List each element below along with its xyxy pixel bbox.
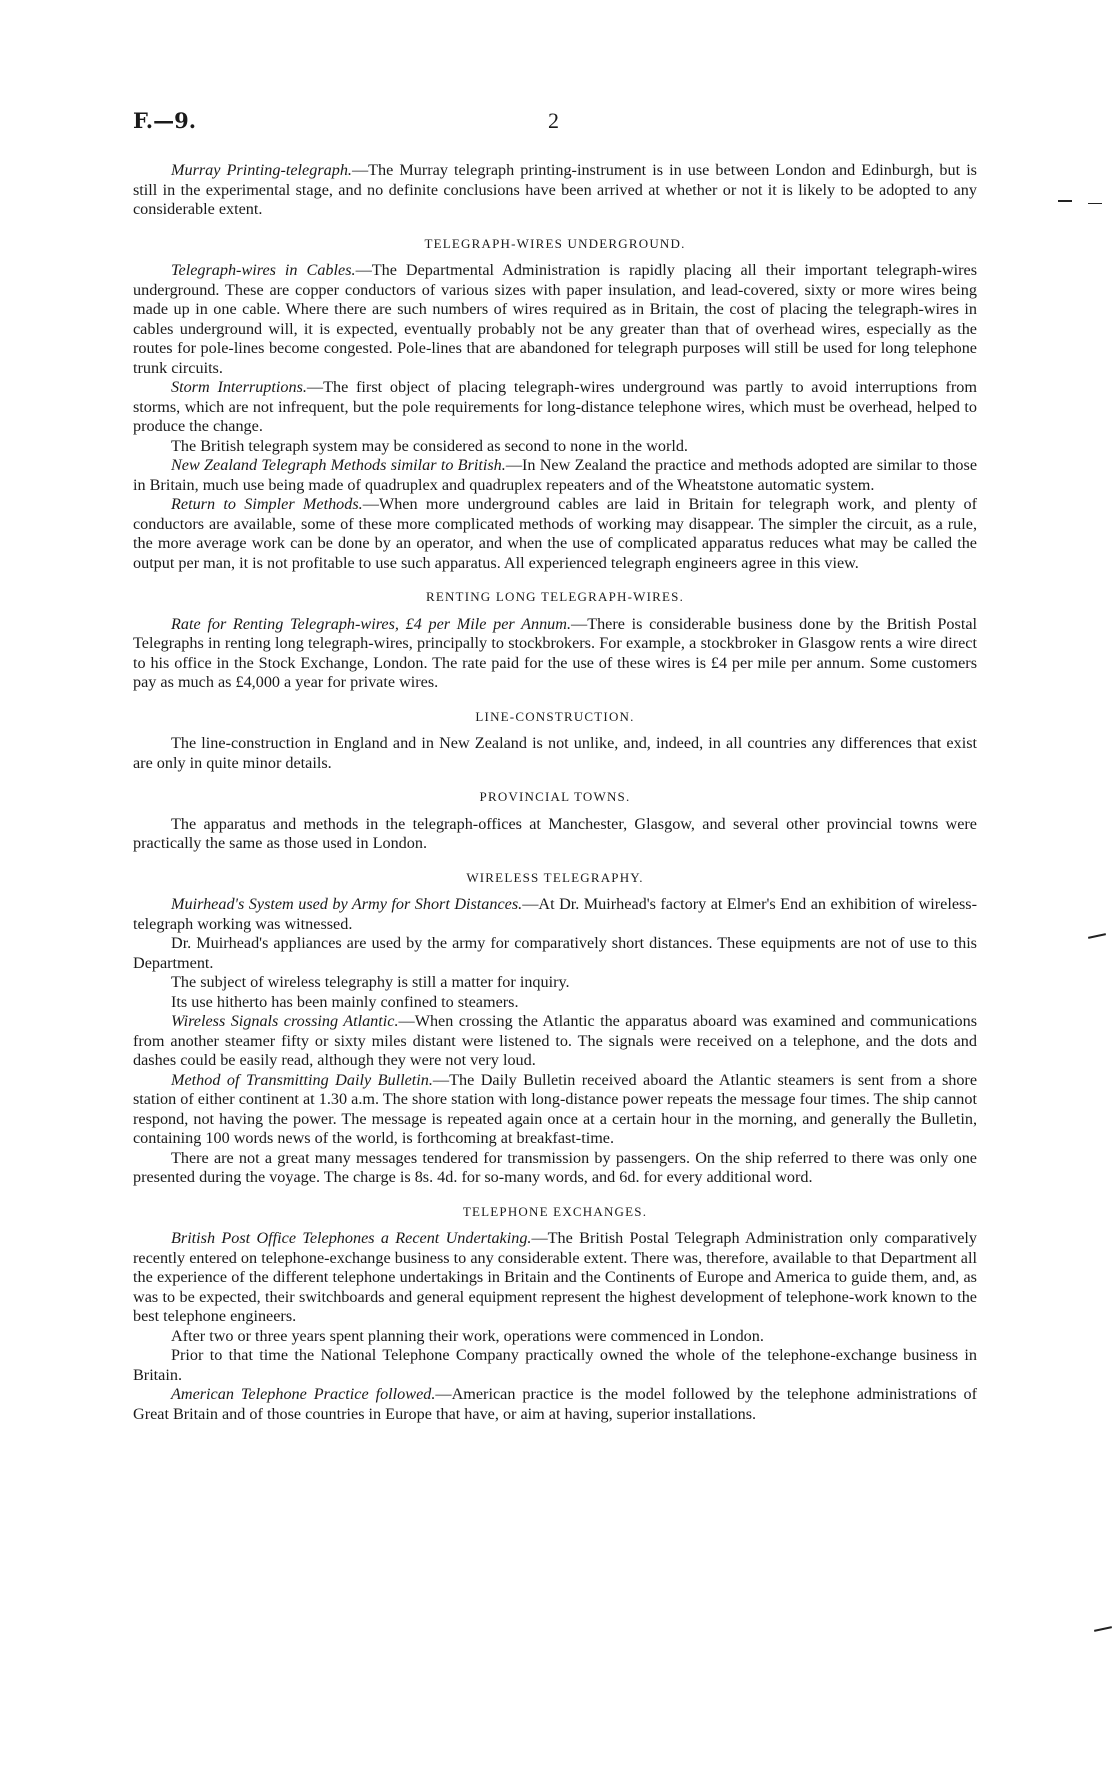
paragraph [133,1229,977,1327]
paragraph [133,456,977,495]
paragraph-lead: Storm Interruptions. [171,378,307,396]
paragraph-lead: Return to Simpler Methods. [171,495,363,513]
paragraph-text: The British telegraph system may be considered as second to none in the world. [171,436,688,455]
paragraph-text: The apparatus and methods in the telegraph-offices at Manchester, Glasgow, and several other provincial towns were practically the same as those used in London. [133,814,977,852]
paragraph-text: —In New Zealand the practice and methods adopted are similar to those in Britain, much use being made of quadruplex and quadruplex repeaters and of the Wheatstone automatic system. [133,456,977,494]
paragraph [133,1149,977,1188]
section-heading: TELEPHONE EXCHANGES. [462,1203,648,1219]
paragraph [133,934,977,973]
section-heading: WIRELESS TELEGRAPHY. [466,869,644,885]
margin-mark [1088,933,1106,939]
paragraph-lead: British Post Office Telephones a Recent Undertaking. [171,1229,532,1247]
margin-mark [1088,203,1102,204]
paragraph-text: Its use hitherto has been mainly confined to steamers. [171,992,519,1011]
paragraph [133,1346,977,1385]
paragraph [133,734,977,773]
section-heading: TELEGRAPH-WIRES UNDERGROUND. [424,235,686,251]
document-code: F.—9. [133,108,197,133]
paragraph-lead: Telegraph-wires in Cables. [171,261,356,279]
paragraph-text: —The first object of placing telegraph-wires underground was partly to avoid interruptions from storms, which are not infrequent, but the pole requirements for long-distance telephone wires, which must be overhead, helped to produce the change. [133,378,977,435]
paragraph-text: —The Daily Bulletin received aboard the Atlantic steamers is sent from a shore station of either continent at 1.30 a.m. The shore station with long-distance power repeats the message four times. The ship cannot respond, not having the power. The message is repeated again once at a certain hour in the morning, and generally the Bulletin, containing 100 words news of the world, is forthcoming at breakfast-time. [133,1070,978,1147]
paragraph-text: The line-construction in England and in New Zealand is not unlike, and, indeed, in all countries any differences that exist are only in quite minor details. [133,734,977,772]
paragraph [133,615,977,693]
paragraph-text: —There is considerable business done by the British Postal Telegraphs in renting long telegraph-wires, principally to stockbrokers. For example, a stockbroker in Glasgow rents a wire direct to his office in the Stock Exchange, London. The rate paid for the use of these wires is £4 per mile per annum. Some customers pay as much as £4,000 a year for private wires. [133,614,977,691]
paragraph [133,261,977,378]
paragraph-lead: Wireless Signals crossing Atlantic. [171,1012,399,1030]
paragraph-text: —At Dr. Muirhead's factory at Elmer's End an exhibition of wireless-telegraph working was witnessed. [133,895,977,933]
paragraph [133,161,977,220]
margin-mark [1094,1626,1112,1632]
paragraph [133,815,977,854]
paragraph-lead: Muirhead's System used by Army for Short Distances. [171,895,523,913]
paragraph [133,378,977,437]
paragraph [133,1385,977,1424]
paragraph-text: There are not a great many messages tendered for transmission by passengers. On the ship referred to there was only one presented during the voyage. The charge is 8s. 4d. for so-many words, and 6d. for every additional word. [133,1148,977,1186]
section-heading: PROVINCIAL TOWNS. [479,789,631,804]
paragraph-text: —When more underground cables are laid in Britain for telegraph work, and plenty of conductors are available, some of these more complicated methods of working may disappear. The simpler the circuit, as a rule, the more average work can be done by an operator, and when the use of complicated apparatus reduces what may be called the output per man, it is not profitable to use such apparatus. All experienced telegraph engineers agree in this view. [133,495,977,572]
paragraph [133,973,977,993]
paragraph-text: —American practice is the model followed by the telephone administrations of Great Britain and of those countries in Europe that have, or aim at having, superior installations. [133,1385,978,1423]
section-heading: LINE-CONSTRUCTION. [475,708,635,724]
paragraph [133,437,977,457]
paragraph-text: —The Murray telegraph printing-instrument is in use between London and Edinburgh, but is still in the experimental stage, and no definite conclusions have been arrived at whether or not it is likely to be adopted to any considerable extent. [133,161,977,218]
paragraph-text: —The Departmental Administration is rapidly placing all their important telegraph-wires underground. These are copper conductors of various sizes with paper insulation, and lead-covered, sixty or more wires being made up in one cable. Where there are such numbers of wires required as in Britain, the cost of placing the telegraph-wires in cables underground will, it is expected, eventually probably not be any greater than that of overhead wires, especially as the routes for pole-lines become congested. Pole-lines that are abandoned for telegraph purposes will still be used for long telephone trunk circuits. [133,261,977,377]
paragraph-text: —The British Postal Telegraph Administration only comparatively recently entered on telephone-exchange business to any considerable extent. There was, therefore, available to that Department all the experience of the different telephone undertakings in Britain and the Continents of Europe and America to guide them, and, as was to be expected, their switchboards and general equipment represent the highest development of telephone-work known to the best telephone engineers. [133,1229,977,1325]
document-body [133,161,977,1424]
paragraph-lead: American Telephone Practice followed. [171,1385,436,1403]
margin-mark [1058,200,1072,202]
paragraph-text: After two or three years spent planning their work, operations were commenced in London. [171,1326,764,1345]
paragraph [133,1071,977,1149]
paragraph-text: Dr. Muirhead's appliances are used by the army for comparatively short distances. These equipments are not of use to this Department. [133,934,977,972]
paragraph [133,1327,977,1347]
paragraph [133,495,977,573]
paragraph-text: —When crossing the Atlantic the apparatus aboard was examined and communications from another steamer fifty or sixty miles distant were listened to. The signals were received on a telephone, and the dots and dashes could be easily read, although they were not very loud. [133,1012,977,1069]
page-number: 2 [548,108,559,133]
page-header [133,108,993,138]
paragraph [133,993,977,1013]
paragraph-text: Prior to that time the National Telephone Company practically owned the whole of the telephone-exchange business in Britain. [133,1346,977,1384]
paragraph-lead: New Zealand Telegraph Methods similar to British. [171,456,506,474]
paragraph [133,895,977,934]
paragraph [133,1012,977,1071]
section-heading: RENTING LONG TELEGRAPH-WIRES. [425,589,685,604]
paragraph-lead: Murray Printing-telegraph. [171,161,352,179]
paragraph-text: The subject of wireless telegraphy is still a matter for inquiry. [171,973,570,991]
paragraph-lead: Method of Transmitting Daily Bulletin. [171,1070,433,1089]
paragraph-lead: Rate for Renting Telegraph-wires, £4 per Mile per Annum. [171,614,572,633]
